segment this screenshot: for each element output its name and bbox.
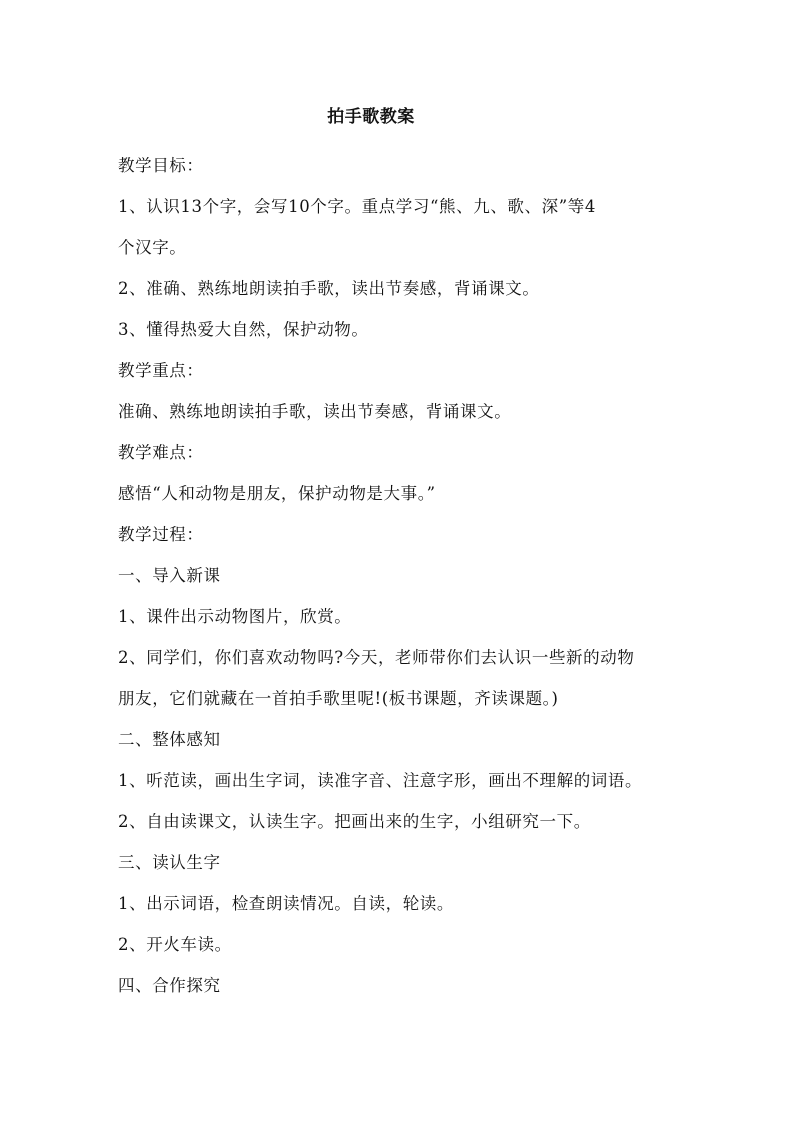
process-item-3-2: 2、开火车读。	[118, 935, 232, 954]
section-heading-key-points: 教学重点：	[118, 361, 204, 380]
process-step-heading-1: 一、导入新课	[118, 566, 221, 585]
section-heading-objectives: 教学目标：	[118, 156, 204, 175]
objective-line-1: 1、认识13个字，会写10个字。重点学习“熊、九、歌、深”等4	[118, 197, 596, 216]
section-heading-process: 教学过程：	[118, 525, 204, 544]
process-step-heading-3: 三、读认生字	[118, 853, 221, 872]
objective-line-3: 3、懂得热爱大自然，保护动物。	[118, 320, 369, 339]
objective-line-1-cont: 个汉字。	[118, 238, 187, 257]
process-step-heading-4: 四、合作探究	[118, 976, 221, 995]
process-step-heading-2: 二、整体感知	[118, 730, 221, 749]
process-item-1-2-cont: 朋友，它们就藏在一首拍手歌里呢!(板书课题，齐读课题。)	[118, 689, 559, 708]
document-title: 拍手歌教案	[327, 107, 415, 127]
process-item-1-2: 2、同学们，你们喜欢动物吗?今天，老师带你们去认识一些新的动物	[118, 648, 635, 667]
document-body	[118, 145, 678, 1006]
process-item-1-1: 1、课件出示动物图片，欣赏。	[118, 607, 352, 626]
process-item-3-1: 1、出示词语，检查朗读情况。自读，轮读。	[118, 894, 454, 913]
process-item-2-2: 2、自由读课文，认读生字。把画出来的生字，小组研究一下。	[118, 812, 591, 831]
difficulties-text: 感悟“人和动物是朋友，保护动物是大事。”	[118, 484, 436, 503]
section-heading-difficulties: 教学难点：	[118, 443, 204, 462]
process-item-2-1: 1、听范读，画出生字词，读准字音、注意字形，画出不理解的词语。	[118, 771, 643, 790]
objective-line-2: 2、准确、熟练地朗读拍手歌，读出节奏感，背诵课文。	[118, 279, 540, 298]
key-points-text: 准确、熟练地朗读拍手歌，读出节奏感，背诵课文。	[118, 402, 512, 421]
